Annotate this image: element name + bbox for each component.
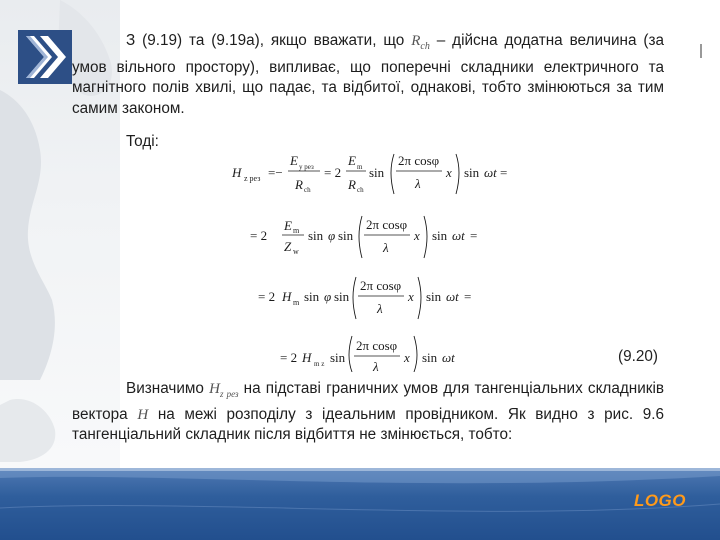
footer-band-graphic: [0, 468, 720, 540]
svg-text:m: m: [293, 226, 300, 235]
svg-text:φ: φ: [324, 289, 332, 304]
svg-text:2π cosφ: 2π cosφ: [356, 338, 398, 353]
symbol-rch: $R_{ch}$: [411, 33, 430, 52]
svg-text:2π cosφ: 2π cosφ: [366, 217, 408, 232]
svg-text:= 2: = 2: [258, 289, 276, 304]
svg-text:E: E: [290, 153, 298, 168]
svg-text:2π cosφ: 2π cosφ: [360, 278, 402, 293]
equation-number: (9.20): [618, 348, 658, 365]
svg-text:ωt: ωt: [446, 289, 459, 304]
svg-text:λ: λ: [373, 359, 379, 372]
symbol-hz-rez: $H_{z рез}$: [209, 381, 239, 399]
svg-text:x: x: [446, 165, 452, 180]
svg-text:m: m: [293, 298, 300, 307]
svg-text:=: =: [470, 228, 478, 243]
svg-text:= 2: = 2: [250, 228, 268, 243]
paragraph-define: Визначимо $H_{z рез}$ на підставі граничних умов для тангенціальних складників вектора H на межі розподілу з ідеальним провідником. Як видно з рис. 9.6 тангенціальний складник після відбиття не змінюється, тобто:: [72, 380, 665, 443]
equation-9-20: [228, 150, 528, 372]
svg-text:sin: sin: [432, 228, 448, 243]
svg-text:sin: sin: [338, 228, 354, 243]
svg-text:H: H: [282, 289, 292, 304]
svg-text:λ: λ: [415, 176, 421, 191]
svg-text:m: m: [357, 163, 363, 171]
svg-text:H: H: [302, 350, 312, 365]
footer-band: [0, 468, 720, 540]
svg-text:λ: λ: [383, 240, 389, 255]
svg-text:sin: sin: [369, 165, 385, 180]
svg-text:φ: φ: [328, 228, 336, 243]
svg-text:sin: sin: [304, 289, 320, 304]
svg-text:H: H: [232, 165, 242, 180]
svg-text:w: w: [293, 247, 299, 256]
svg-text:sin: sin: [426, 289, 442, 304]
then-label: Тоді:: [126, 133, 159, 150]
svg-text:=−: =−: [268, 165, 283, 180]
svg-text:x: x: [404, 350, 410, 365]
logo-text: LOGO: [633, 491, 686, 510]
svg-text:ch: ch: [357, 186, 364, 194]
svg-text:ch: ch: [304, 186, 311, 194]
svg-text:y рез: y рез: [299, 163, 314, 171]
paragraph-intro: З (9.19) та (9.19а), якщо вважати, що $R_{ch}$ – дійсна додатна величина (за умов вільного простору), випливає, що поперечні складники електричного та магнітного полів хвилі, що падає, та відбитої, однакові, тобто змінюються за тим самим законом.: [72, 32, 664, 117]
svg-text:= 2: = 2: [324, 165, 342, 180]
svg-text:sin: sin: [330, 350, 346, 365]
double-chevron-logo-icon: [18, 30, 72, 84]
svg-text:sin: sin: [464, 165, 480, 180]
svg-text:2π cosφ: 2π cosφ: [398, 153, 440, 168]
svg-text:sin: sin: [308, 228, 324, 243]
svg-text:E: E: [284, 218, 292, 233]
svg-text:ωt: ωt: [442, 350, 455, 365]
svg-text:=: =: [500, 165, 508, 180]
svg-text:R: R: [348, 177, 356, 192]
top-right-divider: [700, 44, 702, 58]
svg-text:x: x: [408, 289, 414, 304]
svg-text:= 2: = 2: [280, 350, 298, 365]
svg-text:E: E: [348, 153, 356, 168]
svg-text:R: R: [295, 177, 303, 192]
equation-block: [228, 150, 528, 372]
svg-text:Z: Z: [284, 239, 292, 254]
svg-text:sin: sin: [334, 289, 350, 304]
svg-text:sin: sin: [422, 350, 438, 365]
svg-text:=: =: [464, 289, 472, 304]
svg-text:z рез: z рез: [244, 174, 261, 183]
svg-text:ωt: ωt: [452, 228, 465, 243]
symbol-h-vector: H: [137, 406, 149, 423]
svg-text:ωt: ωt: [484, 165, 497, 180]
svg-text:λ: λ: [377, 301, 383, 316]
svg-text:x: x: [414, 228, 420, 243]
svg-text:m z: m z: [314, 360, 325, 368]
